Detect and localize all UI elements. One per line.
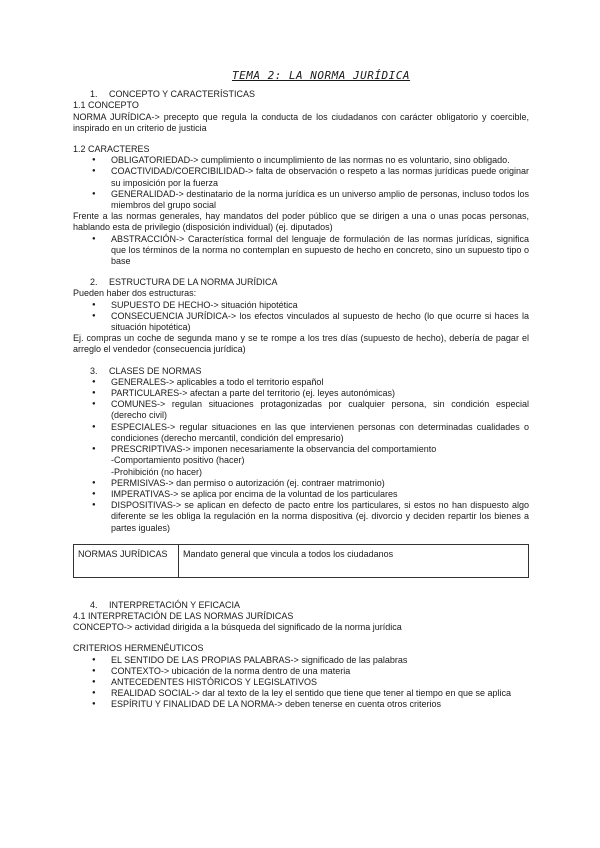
table-row	[74, 544, 529, 577]
subsection-4-1-heading: 4.1 INTERPRETACIÓN DE LAS NORMAS JURÍDICAS	[73, 610, 294, 621]
document-page	[73, 70, 529, 711]
list-item: ● DISPOSITIVAS-> se aplican en defecto de pacto entre los particulares, si estos no han dispuesto algo diferente se les obliga la regulación en la norma dispositiva (ej. divorcio y deciden repartir los bienes a partes iguales)	[111, 500, 529, 534]
list-item: ● REALIDAD SOCIAL-> dar al texto de la ley el sentido que tiene que tener al tiempo en que se aplica	[111, 688, 529, 699]
list-item: ● COMUNES-> regulan situaciones protagonizadas por cualquier persona, sin condición especial (derecho civil)	[111, 399, 529, 421]
caracteres-list	[73, 155, 529, 211]
list-item: ● IMPERATIVAS-> se aplica por encima de la voluntad de los particulares	[111, 489, 529, 500]
prescriptivas-sub-2: -Prohibición (no hacer)	[111, 466, 203, 477]
criterios-heading: CRITERIOS HERMENÉUTICOS	[73, 643, 204, 654]
list-item: ● ABSTRACCIÓN-> Característica formal del lenguaje de formulación de las normas jurídicas, significa que los términos de la norma no contemplan en supuesto de hecho en concreto, sino un supuesto tipo o base	[111, 234, 529, 268]
table-cell-key: NORMAS JURÍDICAS	[74, 544, 179, 577]
subsection-1-1-heading: 1.1 CONCEPTO	[73, 100, 139, 111]
list-item: ● PERMISIVAS-> dan permiso o autorización (ej. contraer matrimonio)	[111, 478, 529, 489]
criterios-list	[73, 655, 529, 711]
list-item: ● ESPECIALES-> regular situaciones en las que intervienen personas con determinadas cualidades o condiciones (derecho mercantil, condición del empresario)	[111, 422, 529, 444]
list-item: ● EL SENTIDO DE LAS PROPIAS PALABRAS-> significado de las palabras	[111, 655, 529, 666]
list-item: ● PARTICULARES-> afectan a parte del territorio (ej. leyes autonómicas)	[111, 388, 529, 399]
list-item: ● OBLIGATORIEDAD-> cumplimiento o incumplimiento de las normas no es voluntario, sino obligado.	[111, 155, 529, 166]
clases-list	[73, 377, 529, 534]
concept-paragraph: NORMA JURÍDICA-> precepto que regula la conducta de los ciudadanos con carácter obligatorio y coercible, inspirado en un criterio de justicia	[73, 111, 529, 133]
estructura-intro: Pueden haber dos estructuras:	[73, 288, 197, 299]
prescriptivas-sub-1: -Comportamiento positivo (hacer)	[111, 455, 245, 466]
section-4-heading: 4. INTERPRETACIÓN Y EFICACIA	[90, 599, 241, 610]
estructura-example: Ej. compras un coche de segunda mano y se te rompe a los tres días (supuesto de hecho), debería de pagar el arreglo el vendedor (consecuencia jurídica)	[73, 333, 529, 355]
list-item: ● ESPÍRITU Y FINALIDAD DE LA NORMA-> deben tenerse en cuenta otros criterios	[111, 699, 529, 710]
list-item: ● CONTEXTO-> ubicación de la norma dentro de una materia	[111, 666, 529, 677]
section-3-heading: 3. CLASES DE NORMAS	[90, 365, 202, 376]
caracteres-list-2	[73, 234, 529, 268]
list-item: ● PRESCRIPTIVAS-> imponen necesariamente la observancia del comportamiento -Comportamiento positivo (hacer) -Prohibición (no hacer)	[111, 444, 529, 478]
list-item: ● GENERALIDAD-> destinatario de la norma jurídica es un universo amplio de personas, incluso todos los miembros del grupo social	[111, 189, 529, 211]
section-2-heading: 2. ESTRUCTURA DE LA NORMA JURÍDICA	[90, 277, 278, 288]
section-1-heading: 1. CONCEPTO Y CARACTERÍSTICAS	[90, 89, 256, 100]
estructura-list	[73, 300, 529, 334]
definition-table	[73, 544, 529, 578]
interpretacion-concept: CONCEPTO-> actividad dirigida a la búsqueda del significado de la norma jurídica	[73, 622, 402, 633]
generalidad-note: Frente a las normas generales, hay mandatos del poder público que se dirigen a una o unas pocas personas, hablando esta de privilegio (disposición individual) (ej. diputados)	[73, 211, 529, 233]
subsection-1-2-heading: 1.2 CARACTERES	[73, 144, 150, 155]
list-item: ● COACTIVIDAD/COERCIBILIDAD-> falta de observación o respeto a las normas jurídicas puede originar su imposición por la fuerza	[111, 166, 529, 188]
table-cell-value: Mandato general que vincula a todos los ciudadanos	[179, 544, 529, 577]
document-title: TEMA 2: LA NORMA JURÍDICA	[231, 69, 411, 82]
list-item: ● GENERALES-> aplicables a todo el territorio español	[111, 377, 529, 388]
list-item: ● ANTECEDENTES HISTÓRICOS Y LEGISLATIVOS	[111, 677, 529, 688]
list-item: ● CONSECUENCIA JURÍDICA-> los efectos vinculados al supuesto de hecho (lo que ocurre si haces la situación hipotética)	[111, 311, 529, 333]
list-item: ● SUPUESTO DE HECHO-> situación hipotética	[111, 300, 529, 311]
